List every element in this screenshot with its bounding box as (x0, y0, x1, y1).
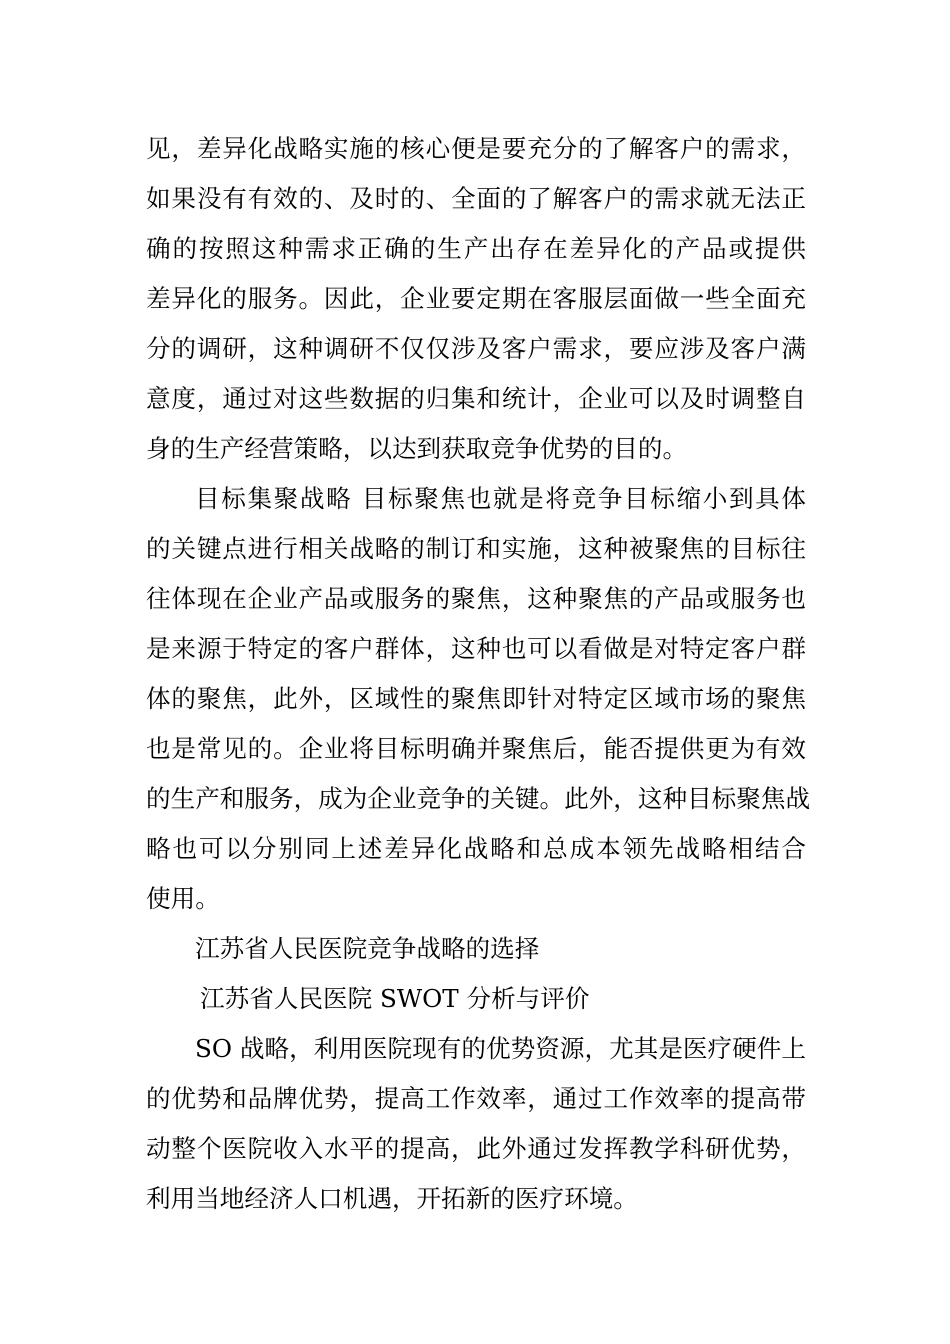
paragraph-line: 使用。 (146, 884, 220, 913)
paragraph-line: SO 战略，利用医院现有的优势资源，尤其是医疗硬件上 (195, 1034, 806, 1063)
paragraph-line: 体的聚焦，此外，区域性的聚焦即针对特定区域市场的聚焦 (146, 684, 806, 713)
paragraph-line: 确的按照这种需求正确的生产出存在差异化的产品或提供 (146, 234, 806, 263)
paragraph-line: 的优势和品牌优势，提高工作效率，通过工作效率的提高带 (146, 1084, 806, 1113)
paragraph-line: 是来源于特定的客户群体，这种也可以看做是对特定客户群 (146, 634, 806, 663)
paragraph-line: 身的生产经营策略，以达到获取竞争优势的目的。 (146, 434, 688, 463)
paragraph-line: 目标集聚战略 目标聚焦也就是将竞争目标缩小到具体 (195, 484, 806, 513)
paragraph-line: 也是常见的。企业将目标明确并聚焦后，能否提供更为有效 (146, 734, 806, 763)
paragraph-line: 见，差异化战略实施的核心便是要充分的了解客户的需求， (146, 134, 806, 163)
paragraph-line: 意度，通过对这些数据的归集和统计，企业可以及时调整自 (146, 384, 806, 413)
paragraph-line: 的关键点进行相关战略的制订和实施，这种被聚焦的目标往 (146, 534, 806, 563)
paragraph-line: 动整个医院收入水平的提高，此外通过发挥教学科研优势， (146, 1134, 806, 1163)
paragraph-line: 略也可以分别同上述差异化战略和总成本领先战略相结合 (146, 834, 806, 863)
section-heading: 江苏省人民医院竞争战略的选择 (195, 934, 540, 963)
paragraph-line: 的生产和服务，成为企业竞争的关键。此外，这种目标聚焦战 (146, 784, 811, 813)
paragraph-line: 分的调研，这种调研不仅仅涉及客户需求，要应涉及客户满 (146, 334, 806, 363)
paragraph-line: 差异化的服务。因此，企业要定期在客服层面做一些全面充 (146, 284, 806, 313)
paragraph-line: 如果没有有效的、及时的、全面的了解客户的需求就无法正 (146, 184, 806, 213)
section-heading: 江苏省人民医院 SWOT 分析与评价 (200, 984, 590, 1013)
paragraph-line: 利用当地经济人口机遇，开拓新的医疗环境。 (146, 1184, 638, 1213)
paragraph-line: 往体现在企业产品或服务的聚焦，这种聚焦的产品或服务也 (146, 584, 806, 613)
